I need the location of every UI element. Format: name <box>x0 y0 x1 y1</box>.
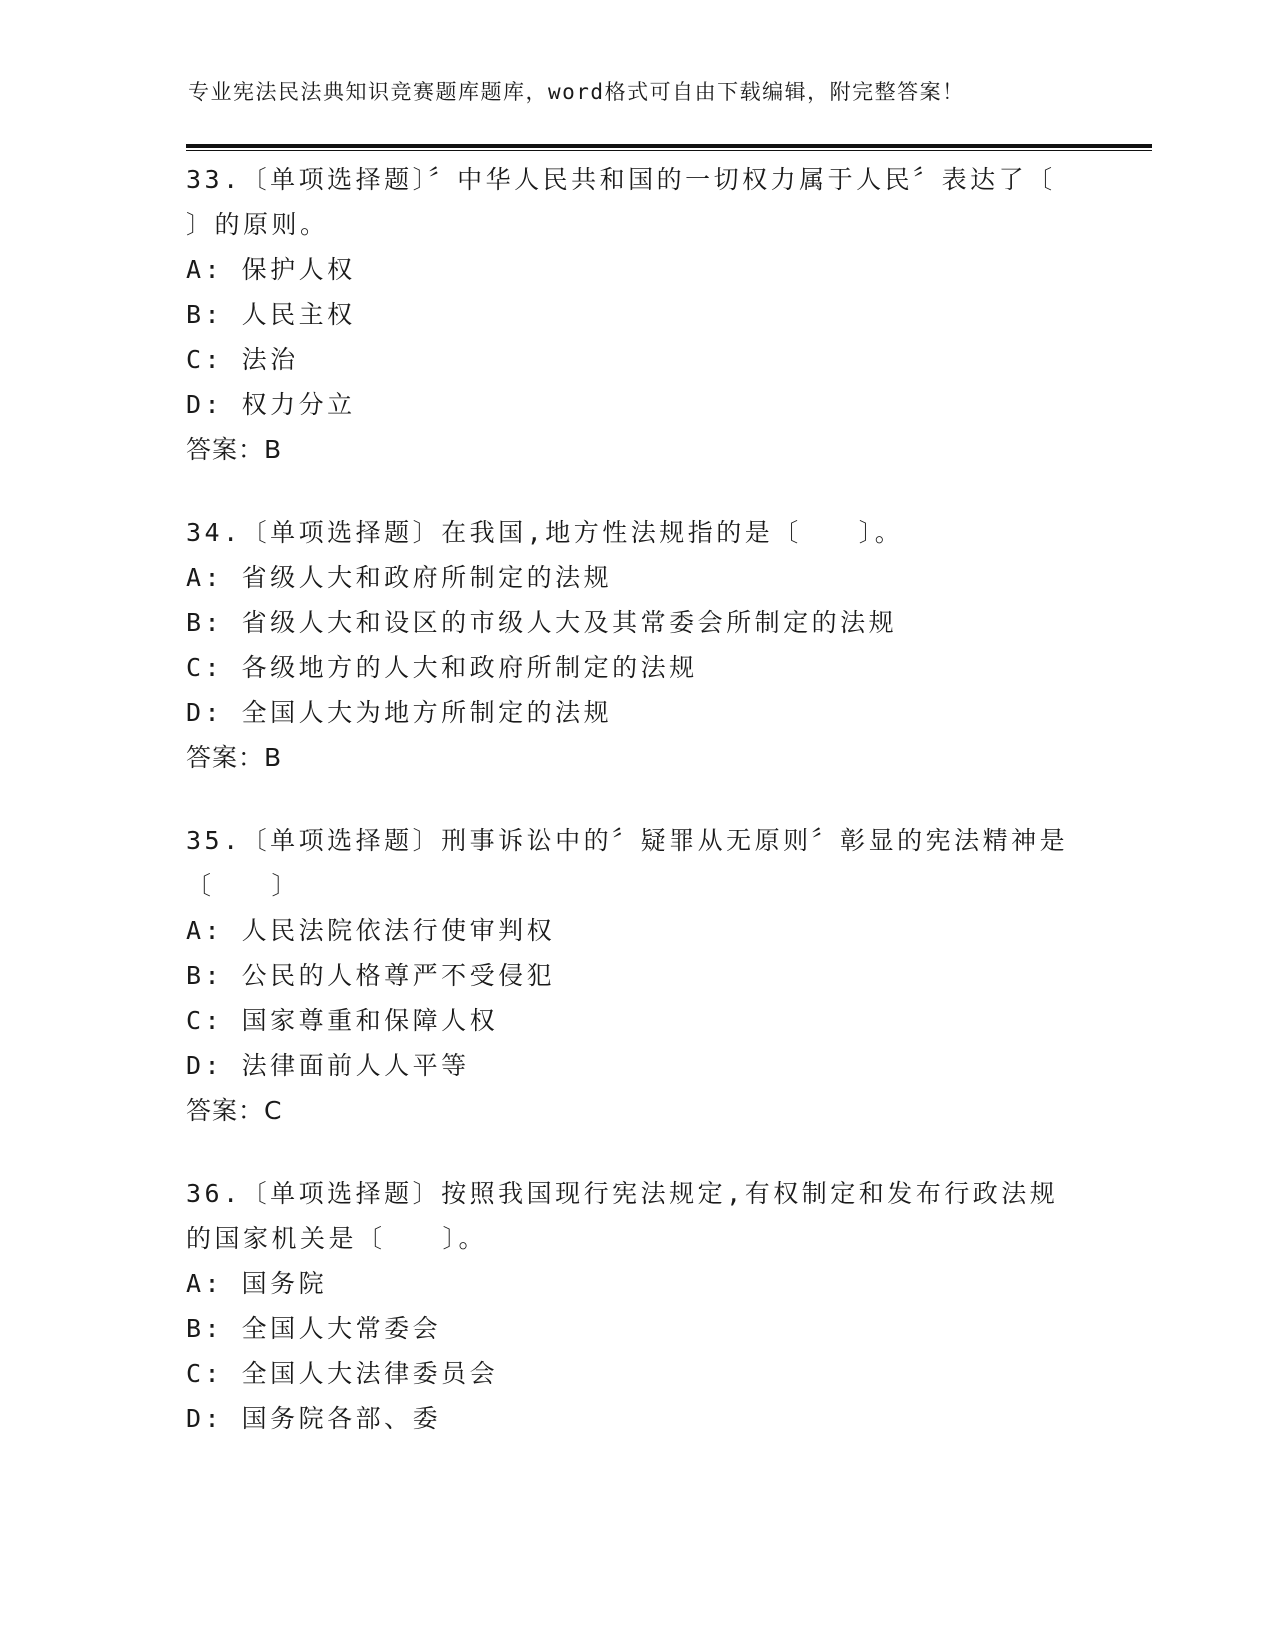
document-header: 专业宪法民法典知识竞赛题库题库，word格式可自由下载编辑，附完整答案！ <box>188 80 965 104</box>
question-34 <box>186 510 1136 780</box>
option-a: A: 人民法院依法行使审判权 <box>186 916 556 945</box>
option-b: B: 全国人大常委会 <box>186 1314 442 1343</box>
question-35 <box>186 818 1136 1133</box>
header-rule-thin <box>186 150 1152 151</box>
option-d: D: 国务院各部、委 <box>186 1404 442 1433</box>
question-text: 36.〔单项选择题〕按照我国现行宪法规定,有权制定和发布行政法规 <box>186 1179 1059 1208</box>
option-b: B: 省级人大和设区的市级人大及其常委会所制定的法规 <box>186 608 898 637</box>
answer: 答案：B <box>186 743 283 772</box>
question-36 <box>186 1171 1136 1441</box>
option-b: B: 人民主权 <box>186 300 356 329</box>
option-b: B: 公民的人格尊严不受侵犯 <box>186 961 556 990</box>
option-a: A: 省级人大和政府所制定的法规 <box>186 563 613 592</box>
option-c: C: 法治 <box>186 345 299 374</box>
question-33 <box>186 157 1136 472</box>
header-rule-thick <box>186 144 1152 148</box>
answer: 答案：C <box>186 1096 283 1125</box>
question-text: 33.〔单项选择题〕〞中华人民共和国的一切权力属于人民〞表达了〔 <box>186 165 1056 194</box>
question-text: 的国家机关是〔 〕。 <box>186 1224 488 1253</box>
option-d: D: 权力分立 <box>186 390 356 419</box>
option-a: A: 保护人权 <box>186 255 356 284</box>
question-text: 35.〔单项选择题〕刑事诉讼中的〞疑罪从无原则〞彰显的宪法精神是 <box>186 826 1069 855</box>
question-text: 34.〔单项选择题〕在我国,地方性法规指的是〔 〕。 <box>186 518 904 547</box>
answer: 答案：B <box>186 435 283 464</box>
option-d: D: 全国人大为地方所制定的法规 <box>186 698 613 727</box>
option-c: C: 国家尊重和保障人权 <box>186 1006 499 1035</box>
question-text: 〔 〕 <box>186 871 301 900</box>
option-d: D: 法律面前人人平等 <box>186 1051 470 1080</box>
option-a: A: 国务院 <box>186 1269 328 1298</box>
option-c: C: 各级地方的人大和政府所制定的法规 <box>186 653 698 682</box>
option-c: C: 全国人大法律委员会 <box>186 1359 499 1388</box>
question-text: 〕的原则。 <box>186 210 329 239</box>
question-list <box>186 157 1136 1479</box>
